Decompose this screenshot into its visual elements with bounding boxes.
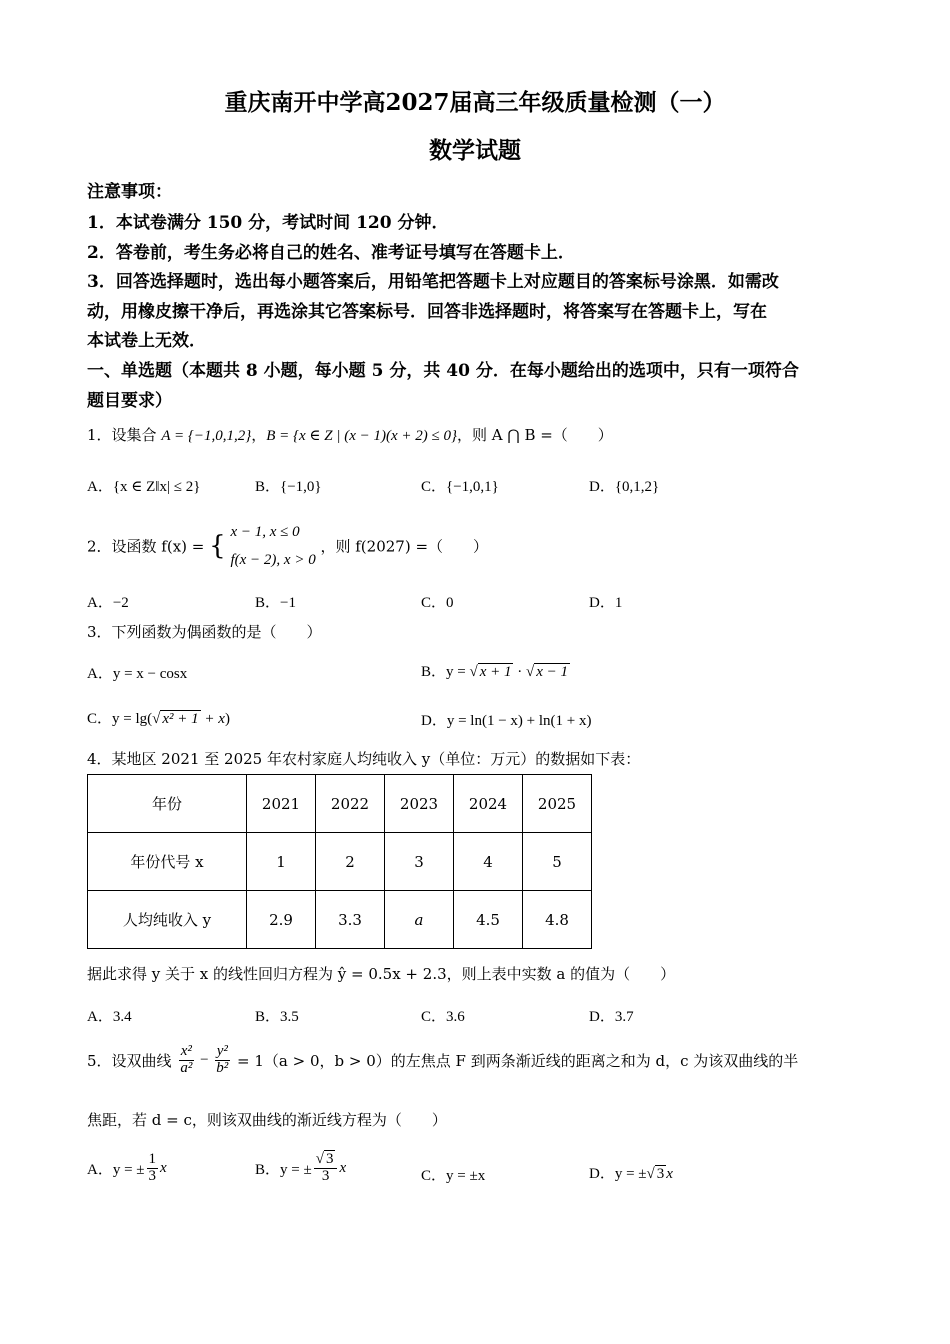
table-cell: 2.9: [247, 891, 316, 949]
section-heading-line-1: 一、单选题（本题共 8 小题，每小题 5 分，共 40 分．在每小题给出的选项中，只有一项符合: [87, 361, 799, 381]
question-1-option-c: C．{−1,0,1}: [421, 479, 499, 495]
piecewise-function: [230, 518, 315, 574]
question-2-text: 2．设函数 f(x) =: [87, 537, 205, 556]
question-5-option-a: [87, 1152, 167, 1185]
sqrt-icon: √: [152, 711, 161, 727]
variable: x: [160, 1159, 167, 1176]
question-5-text: 5．设双曲线: [87, 1051, 177, 1070]
table-cell: 4.5: [454, 891, 523, 949]
option-label: A．y = ±: [87, 1161, 145, 1178]
sqrt-icon: √: [315, 1151, 324, 1167]
table-cell: 人均纯收入 y: [88, 891, 247, 949]
question-5-option-b: [255, 1152, 346, 1185]
question-1-option-b: B．{−1,0}: [255, 479, 322, 495]
numerator: [314, 1152, 338, 1169]
sqrt-icon: √: [646, 1166, 655, 1182]
option-label: B．y = ±: [255, 1161, 312, 1178]
question-1-text: 1．设集合: [87, 426, 162, 444]
question-1-option-a: A．{x ∈ Z‖x| ≤ 2}: [87, 479, 201, 495]
fraction-x: [178, 1044, 194, 1077]
data-table: [87, 774, 592, 949]
set-a: A = {−1,0,1,2}: [161, 428, 252, 444]
question-4-option-b: B．3.5: [255, 1009, 299, 1025]
table-cell: 年份: [88, 775, 247, 833]
table-cell: 2022: [316, 775, 385, 833]
brace-icon: {: [209, 531, 226, 561]
table-cell: 4.8: [523, 891, 592, 949]
table-row: [88, 775, 592, 833]
table-cell: 4: [454, 833, 523, 891]
radicand: 3: [325, 1151, 334, 1167]
question-2-option-a: A．−2: [87, 595, 129, 611]
question-2-ask: ，则 f(2027) =（ ）: [320, 537, 489, 556]
set-b: B = {x ∈ Z | (x − 1)(x + 2) ≤ 0}: [266, 428, 457, 444]
table-cell: 3.3: [316, 891, 385, 949]
question-2-stem: [87, 518, 488, 574]
table-cell: 5: [523, 833, 592, 891]
notice-item-3-line-3: 本试卷上无效．: [87, 331, 206, 351]
table-cell: 3: [385, 833, 454, 891]
dot-operator: ·: [513, 664, 526, 680]
question-3-option-c: [87, 707, 230, 728]
variable: x: [666, 1166, 673, 1182]
question-3-option-b: [421, 660, 570, 681]
table-cell: 2025: [523, 775, 592, 833]
question-4-option-c: C．3.6: [421, 1009, 465, 1025]
option-label: D．y = ±: [589, 1166, 647, 1182]
question-2-option-b: B．−1: [255, 595, 296, 611]
piece-1: x − 1, x ≤ 0: [230, 524, 300, 540]
page-subtitle: 数学试题: [429, 137, 521, 164]
numerator: x²: [180, 1043, 192, 1059]
paren-close: ): [224, 711, 230, 727]
question-3-option-d: D．y = ln(1 − x) + ln(1 + x): [421, 713, 592, 729]
option-label: B．y =: [421, 664, 470, 680]
separator: ，: [251, 426, 267, 444]
sqrt-icon: √: [469, 664, 478, 680]
numerator: 1: [148, 1151, 157, 1167]
page-title: 重庆南开中学高2027届高三年级质量检测（一）: [224, 89, 726, 116]
table-cell: 年份代号 x: [88, 833, 247, 891]
table-cell: 2023: [385, 775, 454, 833]
question-2-option-d: D．1: [589, 595, 623, 611]
table-row: [88, 833, 592, 891]
question-5-option-d: [589, 1162, 673, 1183]
fraction: [314, 1152, 338, 1185]
notice-item-2: 2．答卷前，考生务必将自己的姓名、准考证号填写在答题卡上．: [87, 243, 575, 263]
minus-sign: −: [196, 1051, 213, 1068]
table-cell: 1: [247, 833, 316, 891]
question-5-stem: [87, 1044, 798, 1077]
question-3-option-a: A．y = x − cosx: [87, 666, 188, 682]
question-1-option-d: D．{0,1,2}: [589, 479, 660, 495]
question-1-ask: ，则 A ⋂ B =（ ）: [457, 426, 613, 444]
denominator: 3: [321, 1167, 330, 1184]
question-3-stem: 3．下列函数为偶函数的是（ ）: [87, 623, 322, 641]
question-5-body: = 1（a > 0，b > 0）的左焦点 F 到两条渐近线的距离之和为 d，c 为该双曲线的半: [232, 1051, 799, 1070]
section-heading-line-2: 题目要求）: [87, 391, 172, 411]
table-row: [88, 891, 592, 949]
question-5-line-2: 焦距，若 d = c，则该双曲线的渐近线方程为（ ）: [87, 1111, 447, 1129]
numerator: y²: [216, 1043, 228, 1059]
question-4-option-a: A．3.4: [87, 1009, 132, 1025]
notice-heading: 注意事项：: [87, 182, 172, 202]
piece-2: f(x − 2), x > 0: [230, 552, 316, 568]
notice-item-3-line-1: 3．回答选择题时，选出每小题答案后，用铅笔把答题卡上对应题目的答案标号涂黑．如需改: [87, 272, 779, 292]
radicand-1: x + 1: [479, 664, 512, 680]
table-cell: 2: [316, 833, 385, 891]
term: + x: [200, 711, 225, 727]
sqrt-icon: √: [525, 664, 535, 680]
table-cell: 2024: [454, 775, 523, 833]
question-4-followup: 据此求得 y 关于 x 的线性回归方程为 ŷ = 0.5x + 2.3，则上表中实数 a 的值为（ ）: [87, 965, 676, 983]
question-4-option-d: D．3.7: [589, 1009, 634, 1025]
radicand: 3: [656, 1166, 665, 1182]
notice-item-1: 1．本试卷满分 150 分，考试时间 120 分钟．: [87, 213, 449, 233]
question-4-stem: 4．某地区 2021 至 2025 年农村家庭人均纯收入 y（单位：万元）的数据如下表：: [87, 750, 641, 768]
question-2-option-c: C．0: [421, 595, 454, 611]
denominator: 3: [148, 1167, 157, 1184]
radicand: x² + 1: [162, 711, 199, 727]
paren-open: (: [147, 711, 153, 727]
notice-item-3-line-2: 动，用橡皮擦干净后，再选涂其它答案标号．回答非选择题时，将答案写在答题卡上，写在: [87, 302, 767, 322]
denominator: a²: [180, 1059, 193, 1076]
variable: x: [339, 1159, 347, 1176]
table-cell: 2021: [247, 775, 316, 833]
fraction-y: [214, 1044, 230, 1077]
question-5-option-c: C．y = ±x: [421, 1168, 486, 1184]
radicand-2: x − 1: [536, 664, 568, 680]
option-label: C．y = lg: [87, 711, 148, 727]
question-1-stem: [87, 424, 613, 445]
table-cell: a: [385, 891, 454, 949]
fraction: [147, 1152, 159, 1185]
denominator: b²: [216, 1059, 229, 1076]
